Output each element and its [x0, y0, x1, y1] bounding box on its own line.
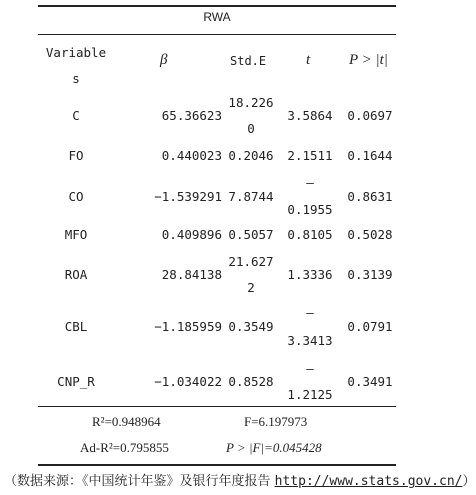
data-source-note — [4, 470, 476, 489]
source-link[interactable]: http://www.stats.gov.cn/ — [274, 474, 463, 489]
row-variable: CO — [68, 189, 84, 204]
row-t-line1: – — [306, 361, 314, 376]
row-p: 0.3491 — [347, 374, 393, 389]
p-f-value: P > |F|=0.045428 — [226, 440, 322, 455]
row-se-line1: 0.2046 — [228, 148, 274, 163]
adjusted-r-squared: Ad-R²=0.795855 — [80, 440, 169, 455]
row-beta: −1.185959 — [154, 319, 222, 334]
row-se-line1: 18.226 — [228, 95, 274, 110]
row-variable: CBL — [64, 319, 88, 334]
row-beta: −1.034022 — [154, 374, 222, 389]
r-squared: R²=0.948964 — [92, 414, 161, 429]
row-p: 0.0791 — [347, 319, 393, 334]
row-se-line1: 0.8528 — [228, 374, 274, 389]
header-std-error: Std.E — [230, 54, 267, 68]
row-t-line2: 3.3413 — [287, 333, 333, 348]
row-p: 0.1644 — [347, 148, 393, 163]
header-variables-line1: Variable — [45, 45, 107, 60]
row-t: 2.1511 — [287, 148, 333, 163]
row-variable: FO — [68, 148, 84, 163]
footer-rule — [38, 406, 396, 407]
row-beta: 28.84138 — [161, 267, 222, 282]
row-p: 0.0697 — [347, 108, 393, 123]
row-t: 0.8105 — [287, 227, 333, 242]
row-p: 0.3139 — [347, 267, 393, 282]
header-variables-line2: s — [72, 71, 80, 86]
table-title: RWA — [203, 10, 231, 24]
row-variable: ROA — [64, 267, 88, 282]
row-variable: MFO — [64, 227, 88, 242]
row-t-line2: 1.2125 — [287, 387, 333, 402]
row-p: 0.5028 — [347, 227, 393, 242]
row-t-line1: – — [306, 175, 314, 190]
row-beta: 65.36623 — [161, 108, 222, 123]
row-se-line1: 21.627 — [228, 254, 274, 269]
row-p: 0.8631 — [347, 189, 393, 204]
row-beta: −1.539291 — [154, 189, 222, 204]
row-t-line1: – — [306, 305, 314, 320]
row-t-line2: 0.1955 — [287, 202, 333, 217]
header-rule — [38, 34, 396, 35]
row-t: 3.5864 — [287, 108, 333, 123]
row-t: 1.3336 — [287, 267, 333, 282]
header-beta: β — [160, 52, 168, 68]
f-statistic: F=6.197973 — [244, 414, 308, 429]
row-variable: C — [72, 108, 80, 123]
row-se-line1: 0.5057 — [228, 227, 274, 242]
row-variable: CNP_R — [57, 374, 95, 389]
row-se-line2: 2 — [247, 280, 255, 295]
source-suffix: ） — [462, 474, 476, 489]
table-bottom-rule — [38, 464, 396, 466]
row-se-line2: 0 — [247, 121, 255, 136]
row-beta: 0.440023 — [161, 148, 222, 163]
row-beta: 0.409896 — [161, 227, 222, 242]
source-prefix: （数据来源：《中国统计年鉴》及银行年度报告 — [4, 474, 275, 489]
table-top-rule — [38, 5, 396, 7]
header-t: t — [306, 52, 311, 68]
header-variables — [40, 40, 112, 92]
row-se-line1: 0.3549 — [228, 319, 274, 334]
header-p-value: P > |t| — [349, 52, 388, 68]
row-se-line1: 7.8744 — [228, 189, 274, 204]
